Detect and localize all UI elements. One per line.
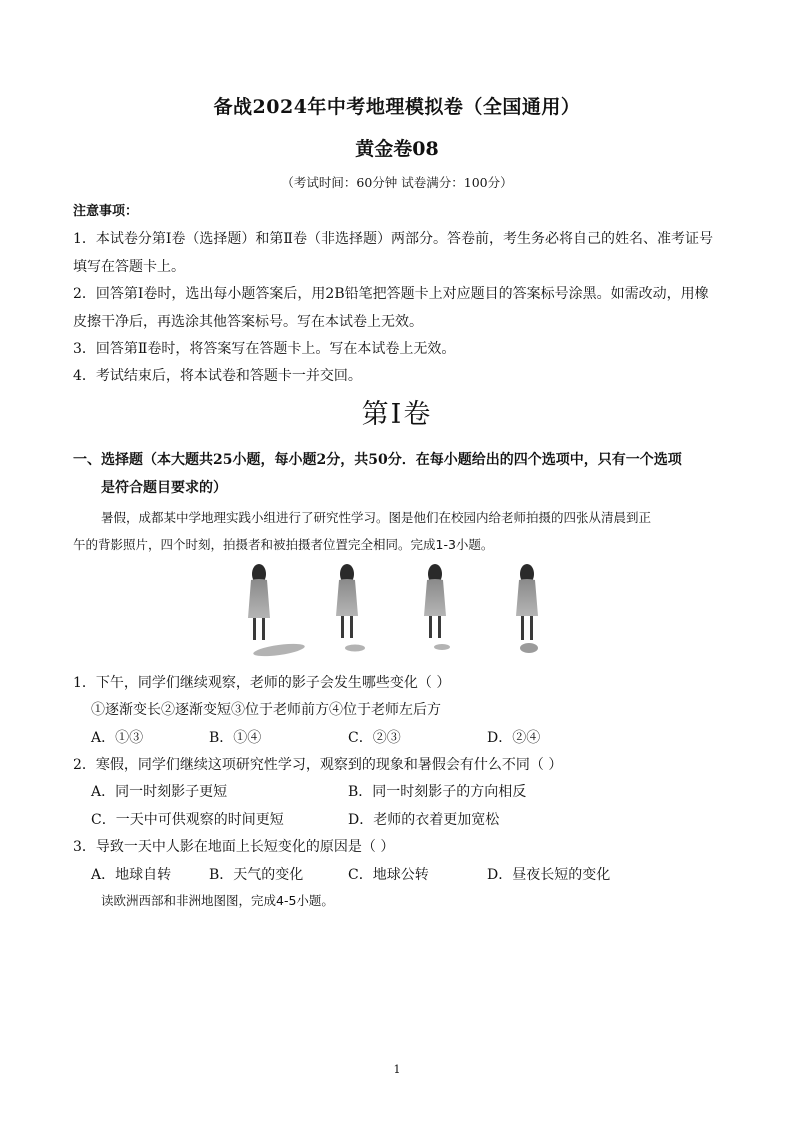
question-1-option-d[interactable]: D．②④ [487, 730, 541, 746]
note-line: 皮擦干净后，再选涂其他答案标号。写在本试卷上无效。 [73, 314, 423, 330]
page-number: 1 [393, 1063, 401, 1076]
exam-info: （考试时间：60分钟 试卷满分：100分） [281, 175, 513, 190]
question-3-stem: 3．导致一天中人影在地面上长短变化的原因是（ ） [73, 839, 395, 855]
question-3-option-a[interactable]: A．地球自转 [91, 867, 172, 883]
note-line: 3．回答第Ⅱ卷时，将答案写在答题卡上。写在本试卷上无效。 [73, 341, 456, 357]
question-1-statements: ①逐渐变长②逐渐变短③位于老师前方④位于老师左后方 [91, 702, 441, 718]
question-2-option-c[interactable]: C．一天中可供观察的时间更短 [91, 812, 284, 828]
note-line: 4．考试结束后，将本试卷和答题卡一并交回。 [73, 368, 362, 384]
shadow-photos-figure [237, 560, 567, 660]
passage-text: 暑假，成都某中学地理实践小组进行了研究性学习。图是他们在校园内给老师拍摄的四张从清晨到正 [101, 510, 652, 525]
teacher-photo-1 [248, 564, 305, 659]
teacher-photo-2 [336, 564, 365, 652]
teacher-photo-4 [516, 564, 538, 653]
question-1-option-c[interactable]: C．②③ [348, 730, 401, 746]
note-line: 1．本试卷分第Ⅰ卷（选择题）和第Ⅱ卷（非选择题）两部分。答卷前，考生务必将自己的姓名、准考证号 [73, 231, 713, 247]
question-2-option-d[interactable]: D．老师的衣着更加宽松 [348, 812, 500, 828]
note-line: 2．回答第Ⅰ卷时，选出每小题答案后，用2B铅笔把答题卡上对应题目的答案标号涂黑。如需改动，用橡 [73, 286, 709, 302]
note-line: 填写在答题卡上。 [73, 259, 185, 275]
section-heading-cont: 是符合题目要求的） [101, 480, 227, 496]
question-1-option-b[interactable]: B．①④ [209, 730, 262, 746]
question-2-stem: 2．寒假，同学们继续这项研究性学习，观察到的现象和暑假会有什么不同（ ） [73, 757, 563, 773]
question-2-option-a[interactable]: A．同一时刻影子更短 [91, 784, 228, 800]
question-3-option-d[interactable]: D．昼夜长短的变化 [487, 867, 611, 883]
section-heading: 一、选择题（本大题共25小题，每小题2分，共50分．在每小题给出的四个选项中，只有一个选项 [73, 452, 682, 468]
passage-text-2: 读欧洲西部和非洲地图图，完成4-5小题。 [101, 893, 334, 908]
passage-text: 午的背影照片，四个时刻，拍摄者和被拍摄者位置完全相同。完成1-3小题。 [73, 537, 494, 552]
teacher-photo-3 [424, 564, 450, 650]
question-3-option-c[interactable]: C．地球公转 [348, 867, 429, 883]
notes-heading: 注意事项： [73, 204, 139, 219]
exam-title: 备战2024年中考地理模拟卷（全国通用） [213, 96, 581, 118]
question-2-option-b[interactable]: B．同一时刻影子的方向相反 [348, 784, 527, 800]
question-1-stem: 1．下午，同学们继续观察，老师的影子会发生哪些变化（ ） [73, 675, 451, 691]
exam-subtitle: 黄金卷08 [355, 138, 439, 160]
section-title: 第Ⅰ卷 [361, 399, 433, 430]
question-1-option-a[interactable]: A．①③ [91, 730, 144, 746]
question-3-option-b[interactable]: B．天气的变化 [209, 867, 304, 883]
